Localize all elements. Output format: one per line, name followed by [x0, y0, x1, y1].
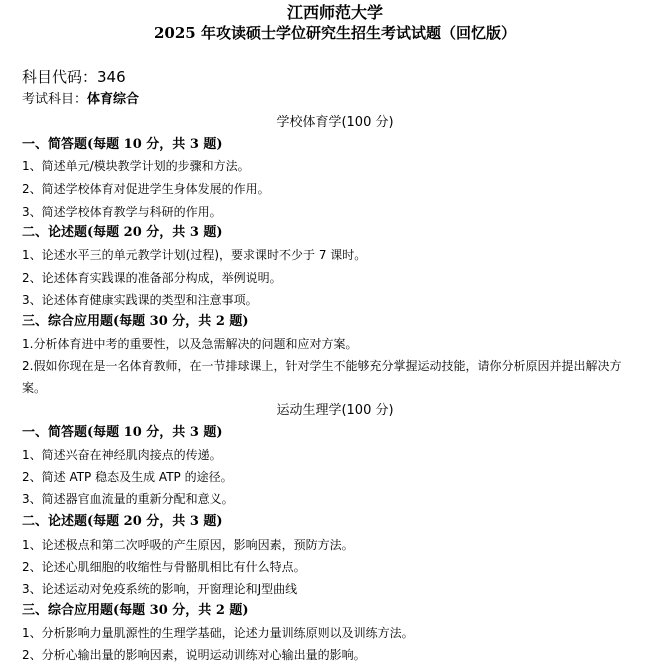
question: 3、简述器官血流量的重新分配和意义。 — [22, 492, 234, 506]
part-title-school-pe: 学校体育学(100 分) — [276, 115, 394, 130]
question: 2、分析心输出量的影响因素，说明运动训练对心输出量的影响。 — [22, 648, 366, 662]
section-heading: 三、综合应用题(每题 30 分，共 2 题) — [22, 603, 249, 618]
subject-label: 考试科目： — [22, 92, 88, 107]
question: 1、论述极点和第二次呼吸的产生原因，影响因素，预防方法。 — [22, 538, 354, 552]
question: 2、简述学校体育对促进学生身体发展的作用。 — [22, 182, 270, 196]
section-heading: 二、论述题(每题 20 分，共 3 题) — [22, 225, 223, 240]
question: 3、论述运动对免疫系统的影响，开窗理论和J型曲线 — [22, 582, 298, 596]
question: 1、论述水平三的单元教学计划(过程)，要求课时不少于 7 课时。 — [22, 248, 367, 262]
section-heading: 二、论述题(每题 20 分，共 3 题) — [22, 514, 223, 529]
section-heading: 一、简答题(每题 10 分，共 3 题) — [22, 425, 223, 440]
question: 1、分析影响力量肌源性的生理学基础，论述力量训练原则以及训练方法。 — [22, 626, 414, 640]
subject-line — [22, 90, 139, 110]
question: 3、简述学校体育教学与科研的作用。 — [22, 205, 222, 219]
question: 1、简述兴奋在神经肌肉接点的传递。 — [22, 448, 222, 462]
university-name: 江西师范大学 — [286, 3, 383, 22]
question: 2、论述心肌细胞的收缩性与骨骼肌相比有什么特点。 — [22, 560, 306, 574]
question-wrapped: 2.假如你现在是一名体育教师，在一节排球课上，针对学生不能够充分掌握运动技能，请你分析原因并提出解决方案。 — [22, 359, 622, 395]
exam-title: 2025 年攻读硕士学位研究生招生考试试题（回忆版） — [154, 24, 516, 42]
section-heading: 一、简答题(每题 10 分，共 3 题) — [22, 137, 223, 152]
question: 1.分析体育进中考的重要性，以及急需解决的问题和应对方案。 — [22, 337, 358, 351]
section-heading: 三、综合应用题(每题 30 分，共 2 题) — [22, 314, 249, 329]
question: 2、论述体育实践课的准备部分构成，举例说明。 — [22, 271, 282, 285]
question: 2、简述 ATP 稳态及生成 ATP 的途径。 — [22, 470, 233, 484]
question: 3、论述体育健康实践课的类型和注意事项。 — [22, 293, 258, 307]
part-title-exercise-physiology: 运动生理学(100 分) — [276, 403, 394, 418]
question: 1、简述单元/模块教学计划的步骤和方法。 — [22, 159, 250, 173]
subject-value: 体育综合 — [87, 92, 140, 107]
subject-code: 科目代码：346 — [22, 68, 126, 86]
